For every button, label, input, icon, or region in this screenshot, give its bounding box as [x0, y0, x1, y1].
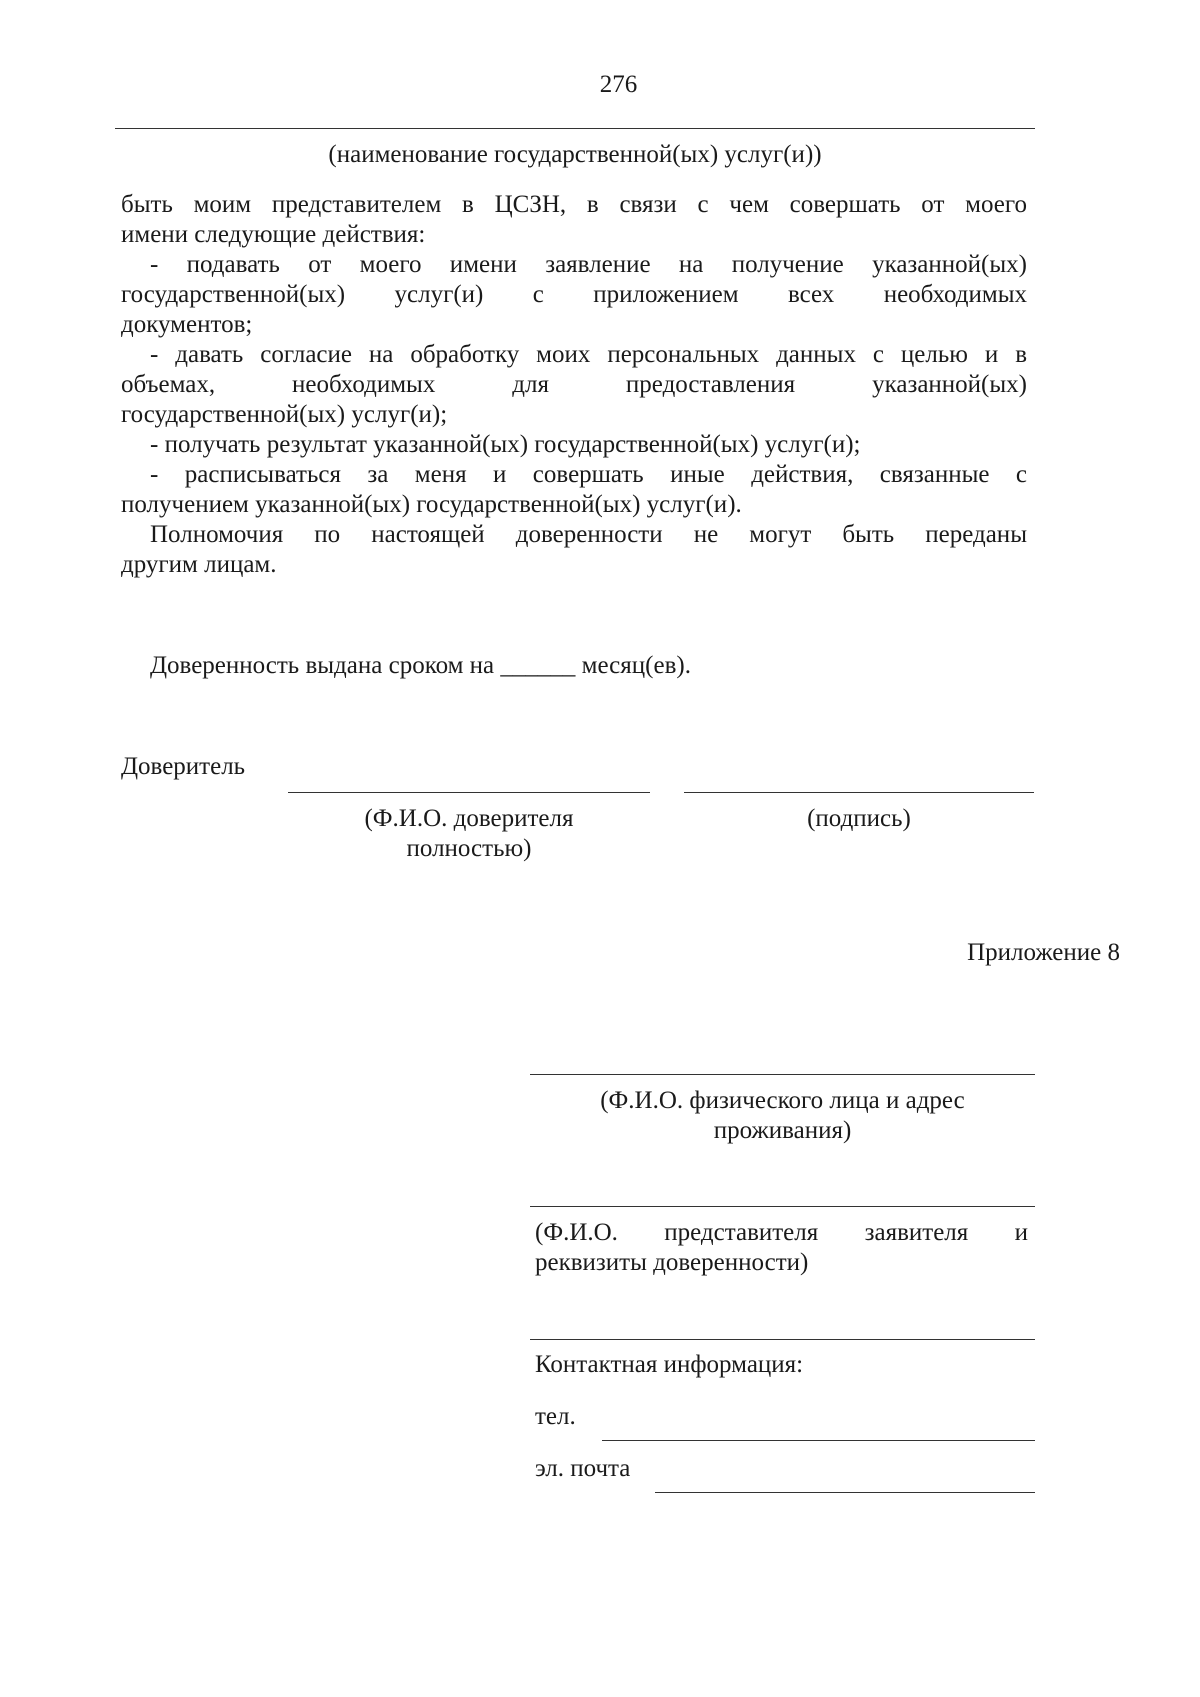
email-label: эл. почта	[535, 1455, 631, 1482]
representative-caption-line1: (Ф.И.О. представителя заявителя и	[535, 1219, 1028, 1246]
principal-fio-line	[288, 792, 650, 793]
body-line: - подавать от моего имени заявление на получение указанной(ых)	[150, 251, 1027, 278]
contact-label: Контактная информация:	[535, 1351, 804, 1378]
body-line: - расписываться за меня и совершать иные действия, связанные с	[150, 461, 1027, 488]
principal-label: Доверитель	[121, 753, 246, 780]
body-line: быть моим представителем в ЦСЗН, в связи с чем совершать от моего	[121, 191, 1027, 218]
body-line: - получать результат указанной(ых) государственной(ых) услуг(и);	[150, 431, 861, 458]
body-line: объемах, необходимых для предоставления указанной(ых)	[121, 371, 1027, 398]
body-line: документов;	[121, 311, 253, 338]
body-line: имени следующие действия:	[121, 221, 426, 248]
appendix-title: Приложение 8	[967, 939, 1120, 966]
principal-signature-caption: (подпись)	[807, 805, 911, 832]
body-line: Полномочия по настоящей доверенности не могут быть переданы	[150, 521, 1027, 548]
term-statement: Доверенность выдана сроком на ______ месяц(ев).	[150, 652, 691, 679]
principal-fio-caption-line2: полностью)	[406, 835, 532, 862]
representative-caption-line2: реквизиты доверенности)	[535, 1249, 809, 1276]
applicant-fio-caption-line2: проживания)	[713, 1117, 852, 1144]
phone-label: тел.	[535, 1403, 576, 1430]
body-line: государственной(ых) услуг(и) с приложением всех необходимых	[121, 281, 1027, 308]
body-line: государственной(ых) услуг(и);	[121, 401, 448, 428]
email-field-line[interactable]	[655, 1492, 1035, 1493]
principal-signature-line	[684, 792, 1034, 793]
service-name-line	[115, 128, 1035, 129]
body-line: другим лицам.	[121, 551, 277, 578]
body-line: - давать согласие на обработку моих персональных данных с целью и в	[150, 341, 1027, 368]
service-name-caption: (наименование государственной(ых) услуг(и))	[328, 141, 822, 168]
principal-fio-caption	[288, 804, 650, 864]
representative-line	[530, 1206, 1035, 1207]
applicant-fio-caption-line1: (Ф.И.О. физического лица и адрес	[600, 1087, 965, 1114]
contact-top-line	[530, 1339, 1035, 1340]
body-line: получением указанной(ых) государственной(ых) услуг(и).	[121, 491, 742, 518]
authority-text	[121, 190, 1027, 580]
principal-fio-caption-line1: (Ф.И.О. доверителя	[364, 805, 574, 832]
applicant-fio-line	[530, 1074, 1035, 1075]
phone-field-line[interactable]	[602, 1440, 1035, 1441]
applicant-fio-caption	[530, 1086, 1035, 1146]
representative-caption	[535, 1218, 1028, 1278]
page-number: 276	[599, 71, 638, 98]
